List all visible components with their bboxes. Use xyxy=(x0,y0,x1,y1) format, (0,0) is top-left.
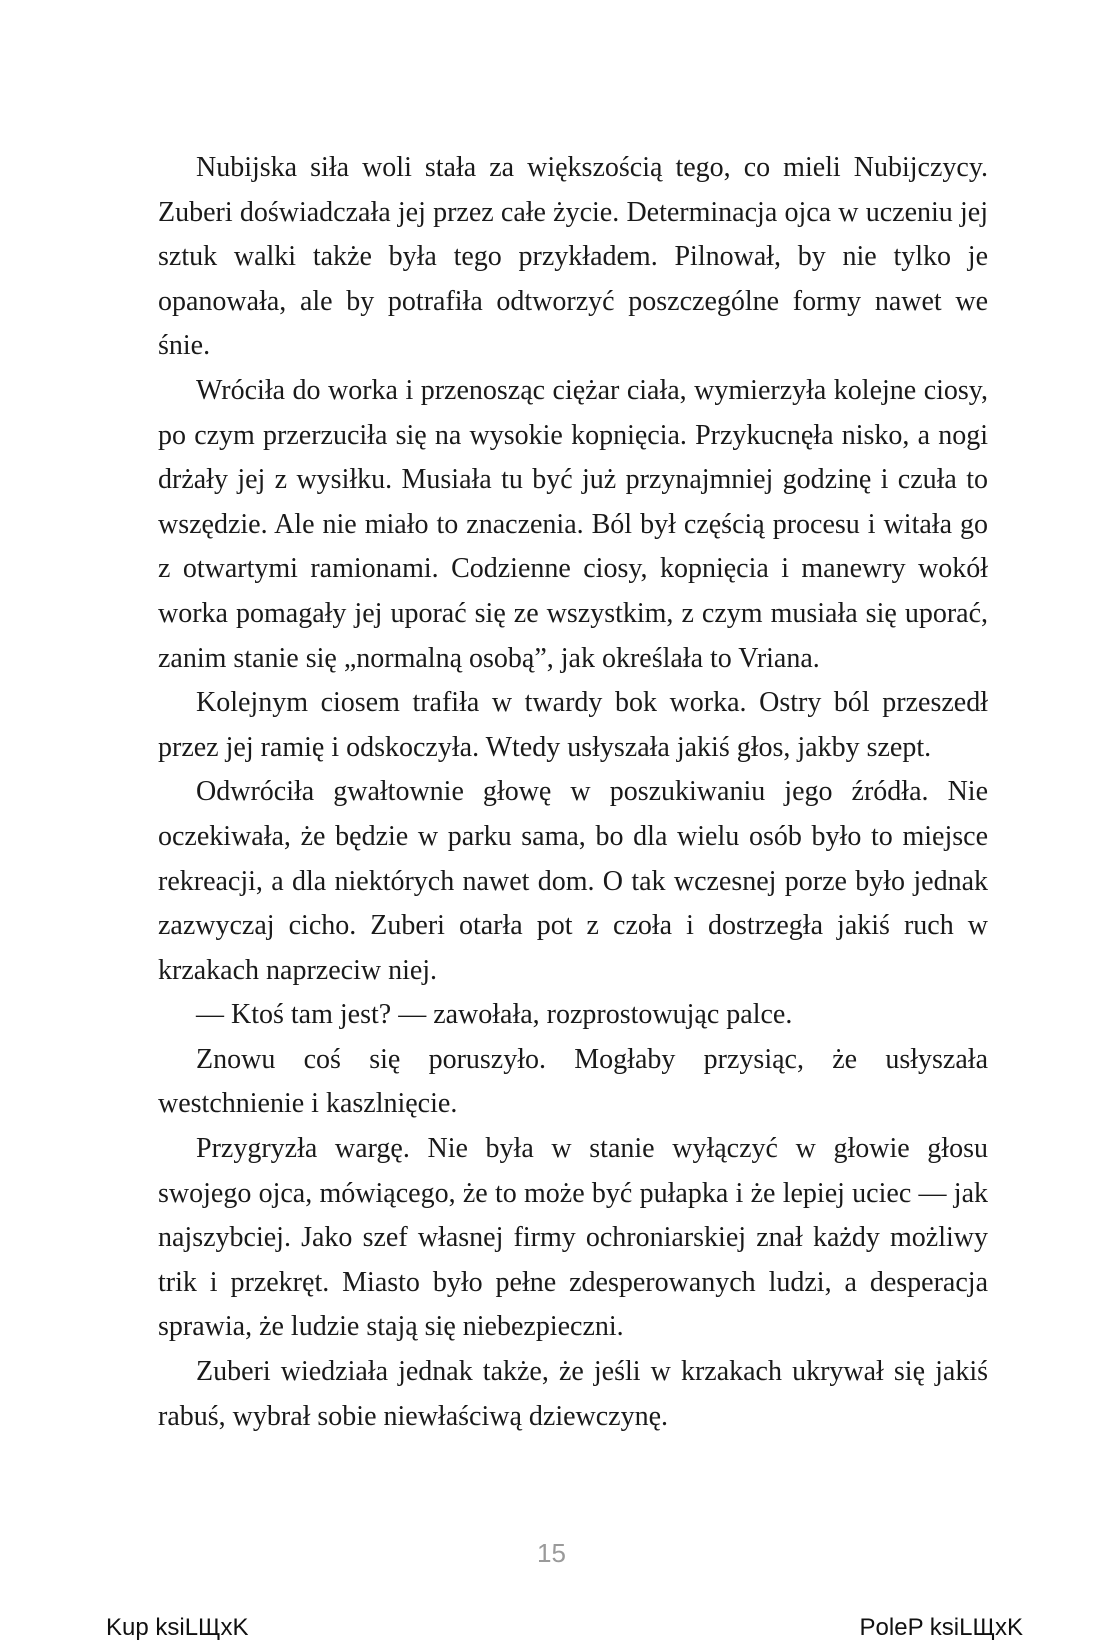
page-number: 15 xyxy=(537,1538,566,1568)
paragraph: Przygryzła wargę. Nie była w stanie wyłączyć w głowie głosu swojego ojca, mówiącego, że to może być pułapka i że lepiej uciec — jak najszybciej. Jako szef własnej firmy ochroniarskiej znał każdy możliwy trik i przekręt. Miasto było pełne zdesperowanych ludzi, a desperacja sprawia, że ludzie stają się niebezpieczni. xyxy=(158,1133,988,1343)
paragraph: Wróciła do worka i przenosząc ciężar ciała, wymierzyła kolejne ciosy, po czym przerzuciła się na wysokie kopnięcia. Przykucnęła nisko, a nogi drżały jej z wysiłku. Musiała tu być już przynajmniej godzinę i czuła to wszędzie. Ale nie miało to znaczenia. Ból był częścią procesu i witała go z otwartymi ramionami. Codzienne ciosy, kopnięcia i manewry wokół worka pomagały jej uporać się ze wszystkim, z czym musiała się uporać, zanim stanie się „normalną osobą”, jak określała to Vriana. xyxy=(158,374,988,674)
buy-book-link[interactable]: Kup ksiLЩxK xyxy=(106,1614,249,1641)
paragraph: — Ktoś tam jest? — zawołała, rozprostowując palce. xyxy=(196,999,793,1031)
paragraph: Nubijska siła woli stała za większością tego, co mieli Nubijczycy. Zuberi doświadczała jej przez całe życie. Determinacja ojca w uczeniu jej sztuk walki także była tego przykładem. Pilnował, by nie tylko je opanowała, ale by potrafiła odtworzyć poszczególne formy nawet we śnie. xyxy=(158,152,988,362)
recommend-book-link[interactable]: PoleP ksiLЩxK xyxy=(859,1614,1023,1641)
paragraph: Odwróciła gwałtownie głowę w poszukiwaniu jego źródła. Nie oczekiwała, że będzie w parku sama, bo dla wielu osób było to miejsce rekreacji, a dla niektórych nawet dom. O tak wczesnej porze było jednak zazwyczaj cicho. Zuberi otarła pot z czoła i dostrzegła jakiś ruch w krzakach naprzeciw niej. xyxy=(158,776,988,986)
paragraph: Znowu coś się poruszyło. Mogłaby przysiąc, że usłyszała westchnienie i kaszlnięcie. xyxy=(158,1043,988,1120)
body-text xyxy=(158,146,988,1439)
paragraph: Kolejnym ciosem trafiła w twardy bok worka. Ostry ból przeszedł przez jej ramię i odskoczyła. Wtedy usłyszała jakiś głos, jakby szept. xyxy=(158,687,988,763)
paragraph: Zuberi wiedziała jednak także, że jeśli w krzakach ukrywał się jakiś rabuś, wybrał sobie niewłaściwą dziewczynę. xyxy=(158,1356,988,1432)
